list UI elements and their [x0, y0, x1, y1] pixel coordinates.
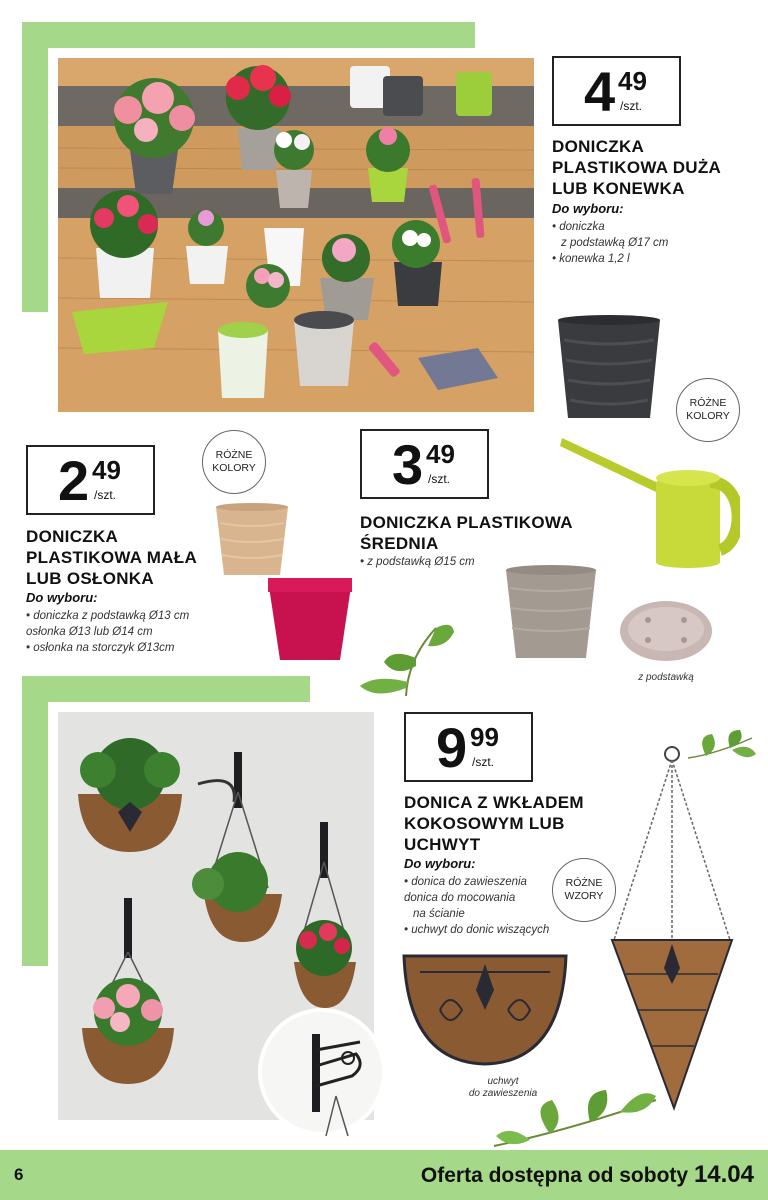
product-title-small: DONICZKA PLASTIKOWA MAŁA LUB OSŁONKA — [26, 527, 198, 588]
product-title-medium: DONICZKA PLASTIKOWA ŚREDNIA — [360, 513, 573, 553]
options-list-large — [552, 219, 752, 267]
hanging-cone-basket-image — [606, 744, 736, 1114]
badge-colors-large: RÓŻNE KOLORY — [676, 378, 740, 442]
offer-date: 14.04 — [693, 1161, 754, 1188]
price-integer: 3 — [392, 433, 422, 496]
photo-plants-on-steps — [58, 58, 534, 412]
bracket-caption: uchwyt do zawieszenia — [468, 1076, 538, 1099]
price-integer: 2 — [58, 449, 88, 512]
price-integer: 9 — [436, 716, 466, 779]
list-item: • doniczka — [552, 219, 752, 235]
price-tag-medium-pot — [360, 429, 489, 499]
price-decimal: 49 — [426, 439, 455, 469]
footer-bar — [0, 1150, 768, 1200]
list-item: osłonka Ø13 lub Ø14 cm — [26, 626, 153, 638]
price-unit: /szt. — [472, 755, 495, 769]
green-frame-left-top — [22, 22, 48, 312]
list-item: • donica do zawieszenia — [404, 874, 604, 890]
price-decimal: 49 — [92, 455, 121, 485]
price-integer: 4 — [584, 60, 614, 123]
price-unit: /szt. — [428, 472, 451, 486]
list-item: • uchwyt do donic wiszących — [404, 922, 604, 938]
magenta-pot-cover-image — [268, 576, 352, 662]
list-item: • osłonka na storczyk Ø13cm — [26, 640, 246, 656]
price-tag-small-pot — [26, 445, 155, 515]
list-item: na ścianie — [413, 908, 465, 920]
saucer-caption: z podstawką — [638, 672, 694, 683]
leaf-decoration-bottom — [490, 1080, 660, 1150]
leaf-decoration-top-right — [686, 728, 756, 772]
list-item: donica do mocowania — [404, 892, 516, 904]
page-number: 6 — [14, 1165, 24, 1184]
list-item: • doniczka z podstawką Ø13 cm — [26, 608, 246, 624]
saucer-image — [618, 598, 714, 664]
product-subtitle-small: Do wyboru: — [26, 590, 98, 605]
badge-patterns-coconut: RÓŻNE WZORY — [552, 858, 616, 922]
wall-basket-image — [400, 950, 570, 1068]
badge-colors-small: RÓŻNE KOLORY — [202, 430, 266, 494]
list-item: z podstawką Ø17 cm — [561, 237, 669, 249]
taupe-pot-image — [504, 564, 598, 660]
price-unit: /szt. — [620, 99, 643, 113]
green-frame-top — [22, 22, 475, 48]
green-frame-left-bottom — [22, 676, 48, 966]
list-item: • z podstawką Ø15 cm — [360, 554, 560, 570]
offer-text: Oferta dostępna od soboty 14.04 — [420, 1161, 754, 1188]
product-subtitle-large: Do wyboru: — [552, 201, 624, 216]
product-title-large: DONICZKA PLASTIKOWA DUŻA LUB KONEWKA — [552, 137, 722, 198]
beige-pot-image — [214, 503, 290, 579]
anthracite-pot-image — [554, 314, 664, 424]
price-decimal: 49 — [618, 66, 647, 96]
leaf-decoration-middle — [356, 618, 456, 698]
options-list-small — [26, 608, 246, 656]
product-subtitle-coconut: Do wyboru: — [404, 856, 476, 871]
price-tag-coconut-basket — [404, 712, 533, 782]
price-decimal: 99 — [470, 722, 499, 752]
bracket-closeup-image — [256, 1006, 388, 1138]
price-tag-large-pot — [552, 56, 681, 126]
green-frame-middle — [22, 676, 310, 702]
product-title-coconut: DONICA Z WKŁADEM KOKOSOWYM LUB UCHWYT — [404, 793, 584, 854]
list-item: • konewka 1,2 l — [552, 251, 752, 267]
price-unit: /szt. — [94, 488, 117, 502]
